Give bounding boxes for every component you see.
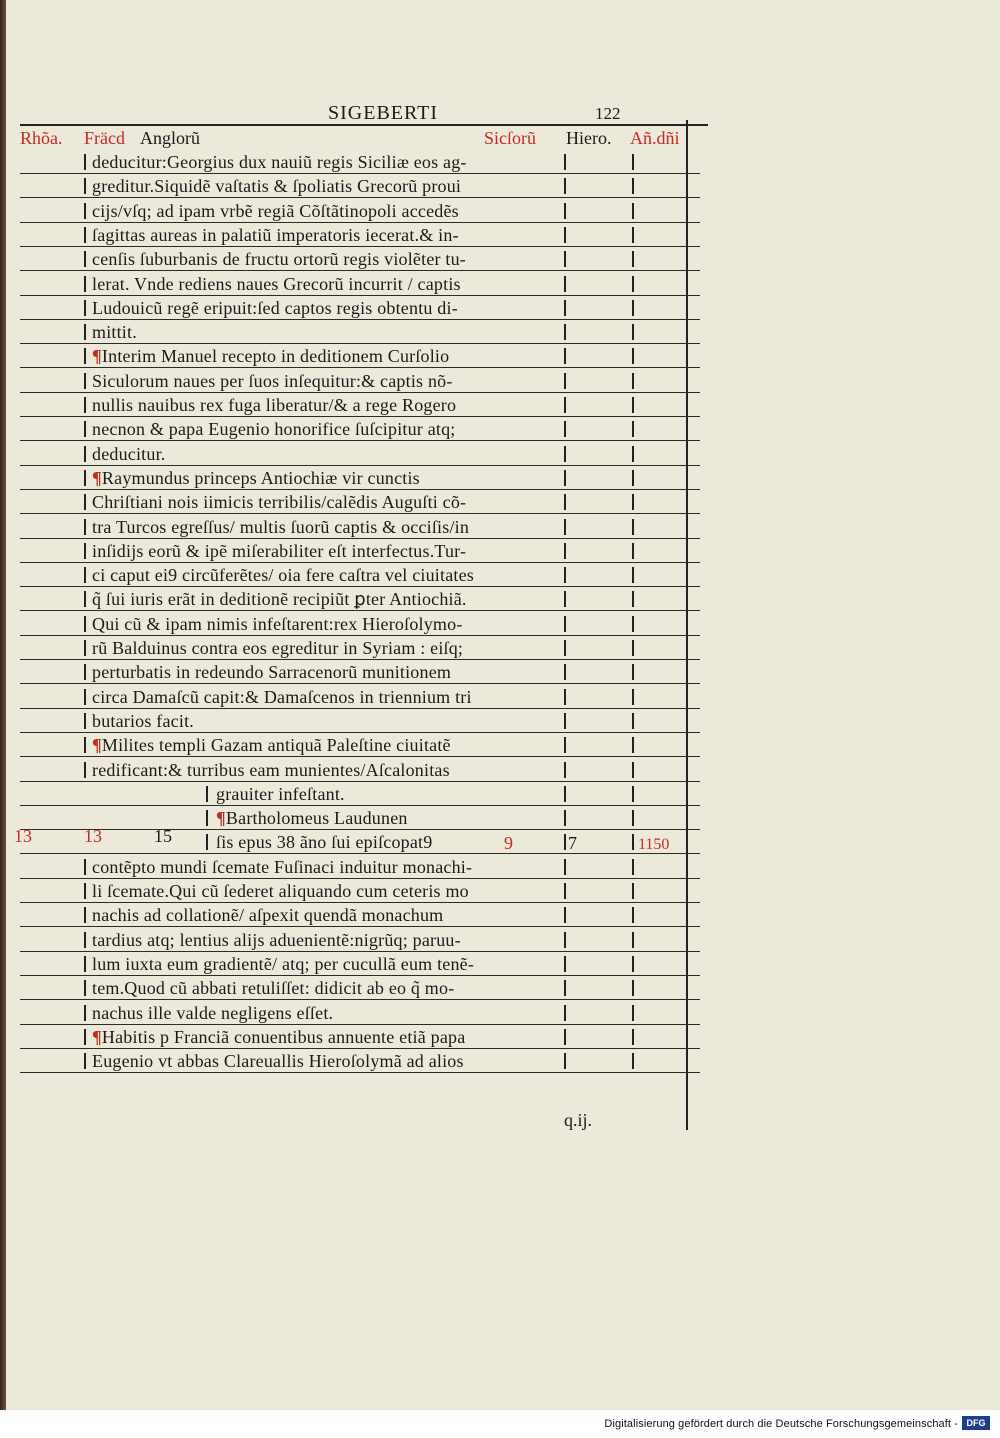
column-divider [632,834,634,850]
column-divider [564,567,566,583]
column-head-anglor: Anglorũ [140,128,200,148]
line-text: ſagittas aureas in palatiũ imperatoris iecerat.& in- [92,224,459,245]
line-text: tra Turcos egreſſus/ multis ſuorũ captis & occiſis/in [92,516,470,537]
text-line [92,735,451,756]
line-text: necnon & papa Eugenio honorifice ſuſcipitur atq; [92,419,456,440]
line-text: Bartholomeus Laudunen [225,808,408,829]
column-divider [84,980,86,996]
column-divider [632,373,634,389]
line-text: li ſcemate.Qui cũ ſederet aliquando cum ceteris mo [92,881,469,901]
text-row [20,685,700,709]
line-text: butarios facit. [92,710,194,731]
number-sicor: 9 [504,833,513,853]
column-head-sicor: Sicſorũ [484,128,536,148]
text-line [92,225,459,246]
line-text: lum iuxta eum gradientẽ/ atq; per cucullã eum tenẽ- [92,953,475,974]
text-line [92,954,474,975]
line-text: mittit. [92,322,137,343]
column-divider [632,446,634,462]
column-divider [632,324,634,340]
column-divider [84,324,86,340]
column-divider [564,421,566,437]
column-divider [84,227,86,243]
column-divider [632,276,634,292]
line-text: ſis epus 38 ãno ſui epiſcopat9 [216,832,433,853]
text-line [92,395,456,416]
text-row [20,296,700,320]
column-divider [632,543,634,559]
line-text: contẽpto mundi ſcemate Fuſinaci induitur monachi- [92,856,473,877]
text-row [20,563,700,587]
column-divider [84,1005,86,1021]
column-divider [564,519,566,535]
column-divider [632,397,634,413]
column-divider [84,859,86,875]
text-line [92,444,165,465]
folio-number: 122 [595,104,621,123]
dfg-logo: DFG [962,1416,990,1430]
text-row [20,393,700,417]
text-line [92,711,194,732]
column-divider [84,591,86,607]
line-text: nullis nauibus rex fuga liberatur/& a rege Rogero [92,395,457,415]
text-line [92,662,451,683]
column-divider [632,932,634,948]
text-row [20,417,700,441]
line-text: rũ Balduinus contra eos egreditur in Syriam : eiſq; [92,638,464,658]
column-divider [564,762,566,778]
text-line [92,978,454,999]
column-divider [632,1029,634,1045]
column-divider [84,956,86,972]
line-text: nachis ad collationẽ/ aſpexit quendã monachum [92,905,444,926]
text-line [92,492,466,513]
column-divider [632,519,634,535]
column-divider [632,300,634,316]
text-row [20,952,700,976]
column-divider [564,713,566,729]
column-divider [632,786,634,802]
line-text: Raymundus princeps Antiochiæ vir cunctis [101,467,420,488]
text-row [20,174,700,198]
text-row [20,928,700,952]
line-text: lerat. Vnde rediens naues Grecorũ incurrit / captis [92,273,461,294]
column-divider [84,154,86,170]
number-anni: 1150 [638,836,670,853]
text-line [92,419,456,440]
column-divider [84,543,86,559]
line-text: Habitis p Franciã conuentibus annuente etiã papa [101,1026,466,1047]
text-row [20,344,700,368]
text-line [92,346,449,367]
line-text: Interim Manuel recepto in deditionem Curſolio [101,346,450,367]
text-row [20,223,700,247]
number-rhoa: 13 [14,826,32,846]
column-divider [632,421,634,437]
text-row [20,247,700,271]
column-divider [632,640,634,656]
column-divider [632,1053,634,1069]
column-divider [564,227,566,243]
column-divider [632,494,634,510]
column-divider [632,883,634,899]
line-text: greditur.Siquidẽ vaſtatis & ſpoliatis Grecorũ proui [92,176,462,197]
column-divider [564,883,566,899]
line-text: nachus ille valde negligens eſſet. [92,1002,334,1023]
column-divider [84,446,86,462]
text-line [92,614,463,635]
book-page [6,0,1000,1410]
column-divider [564,932,566,948]
column-head-hiero: Hiero. [566,128,612,148]
column-divider [84,421,86,437]
column-divider [564,664,566,680]
column-divider [632,1005,634,1021]
text-row [20,709,700,733]
column-divider [84,470,86,486]
column-divider [564,373,566,389]
line-text: grauiter infeſtant. [216,783,345,804]
signature-mark: q.ij. [564,1110,593,1130]
line-text: Ludouicũ regẽ eripuit:ſed captos regis obtentu di- [92,297,458,318]
column-divider [206,810,208,826]
column-divider [84,932,86,948]
column-divider [632,567,634,583]
line-text: Chriſtiani nois iimicis terribilis/calẽdis Auguſti cõ- [92,492,467,513]
running-title: SIGEBERTI [328,102,439,124]
digitization-footer [0,1410,1000,1438]
column-divider [632,348,634,364]
footer-credit: Digitalisierung gefördert durch die Deutsche Forschungsgemeinschaft - [604,1418,958,1430]
pilcrow-mark: ¶ [92,467,102,488]
text-line [92,176,461,197]
column-divider [564,1053,566,1069]
line-text: perturbatis in redeundo Sarracenorũ munitionem [92,662,452,683]
column-head-rhoa: Rhõa. [20,128,63,148]
text-line [216,784,345,805]
column-divider [84,1029,86,1045]
text-row [20,879,700,903]
number-hiero: 7 [568,833,577,853]
column-divider [632,762,634,778]
text-row [20,515,700,539]
pilcrow-mark: ¶ [216,808,226,829]
line-text: Milites templi Gazam antiquã Paleſtine ciuitatẽ [101,735,451,756]
column-divider [632,154,634,170]
column-divider [632,980,634,996]
text-row [20,855,700,879]
column-divider [632,859,634,875]
column-divider [632,737,634,753]
text-row [20,733,700,757]
column-divider [84,664,86,680]
text-row [20,1049,700,1073]
column-divider [632,591,634,607]
text-row [20,442,700,466]
column-divider [632,251,634,267]
text-line [92,589,467,610]
column-divider [84,1053,86,1069]
column-divider [84,251,86,267]
column-divider [84,737,86,753]
line-text: Qui cũ & ipam nimis infeſtarent:rex Hieroſolymo- [92,613,463,634]
column-divider [564,178,566,194]
column-divider [564,640,566,656]
column-divider [564,324,566,340]
column-head-franc: Fräcd [84,128,125,148]
column-divider [632,907,634,923]
line-text: q̃ ſui iuris erãt in deditionẽ recipiũt ꝑter Antiochiã. [92,589,467,610]
column-divider [564,251,566,267]
line-text: tem.Quod cũ abbati retuliſſet: didicit ab eo q̃ mo- [92,978,455,999]
text-line [92,905,443,926]
column-divider [564,591,566,607]
column-divider [84,616,86,632]
text-line [92,1051,464,1072]
text-row [20,758,700,782]
column-divider [84,762,86,778]
text-row [20,587,700,611]
text-line [92,201,459,222]
column-divider [564,1029,566,1045]
column-divider [206,834,208,850]
text-line [92,298,458,319]
column-divider [84,373,86,389]
text-line [92,565,474,586]
text-row [20,660,700,684]
column-divider [564,446,566,462]
text-row [20,612,700,636]
text-row [20,1025,700,1049]
column-divider [632,203,634,219]
line-text: Eugenio vt abbas Clareuallis Hieroſolymã ad alios [92,1051,464,1072]
column-divider [564,834,566,850]
column-divider [564,689,566,705]
column-divider [84,494,86,510]
text-line [92,638,463,659]
text-row [20,199,700,223]
number-franc: 13 [84,826,102,846]
column-divider [632,664,634,680]
column-divider [564,348,566,364]
column-divider [84,567,86,583]
pilcrow-mark: ¶ [92,346,102,367]
line-text: cenſis ſuburbanis de fructu ortorũ regis violẽter tu- [92,249,466,270]
column-divider [564,956,566,972]
text-line [92,541,466,562]
column-divider [564,543,566,559]
column-divider [564,616,566,632]
header-rule [20,124,708,126]
row-rule [20,1072,700,1073]
text-line [92,468,420,489]
column-head-anni: Añ.dñi [630,128,680,148]
column-divider [84,300,86,316]
text-line [92,249,466,270]
column-divider [206,786,208,802]
column-divider [632,227,634,243]
column-divider [564,1005,566,1021]
column-divider [84,397,86,413]
text-line [92,687,472,708]
pilcrow-mark: ¶ [92,735,102,756]
text-line [92,857,472,878]
number-anglor: 15 [154,826,172,846]
column-divider [84,907,86,923]
column-divider [564,203,566,219]
column-divider [564,907,566,923]
text-line [92,760,450,781]
line-text: inſidijs eorũ & ipẽ miſerabiliter eſt interfectus.Tur- [92,540,467,561]
text-line [92,881,469,902]
column-divider [564,470,566,486]
text-row [20,369,700,393]
text-line [216,832,432,853]
column-divider [564,276,566,292]
column-divider [84,276,86,292]
column-divider [564,154,566,170]
text-row [20,903,700,927]
column-divider [84,178,86,194]
text-row [20,150,700,174]
text-row [20,320,700,344]
column-divider [564,810,566,826]
column-divider [84,883,86,899]
column-divider [632,470,634,486]
column-divider [84,689,86,705]
text-row [20,830,700,854]
text-line [92,322,137,343]
column-divider [564,980,566,996]
line-text: tardius atq; lentius alijs aduenientẽ:nigrũq; paruu- [92,929,461,950]
line-text: deducitur:Georgius dux nauiũ regis Siciliæ eos ag- [92,152,467,172]
column-divider [84,519,86,535]
line-text: circa Damaſcũ capit:& Damaſcenos in triennium tri [92,686,472,707]
line-text: deducitur. [92,443,166,464]
text-line [92,1027,465,1048]
text-row [20,539,700,563]
column-divider [84,203,86,219]
column-divider [632,616,634,632]
line-text: redificant:& turribus eam munientes/Aſcalonitas [92,759,450,780]
text-row [20,782,700,806]
column-divider [564,859,566,875]
pilcrow-mark: ¶ [92,1026,102,1047]
column-divider [632,713,634,729]
text-line [92,930,461,951]
text-line [92,274,461,295]
line-text: Siculorum naues per ſuos inſequitur:& captis nõ- [92,370,453,391]
column-divider [632,178,634,194]
text-row [20,976,700,1000]
column-divider [564,786,566,802]
column-divider [632,956,634,972]
text-row [20,1001,700,1025]
text-row [20,466,700,490]
text-line [92,1003,333,1024]
column-divider [632,689,634,705]
column-divider [632,810,634,826]
text-line [92,371,453,392]
column-divider [564,397,566,413]
line-text: cijs/vſq; ad ipam vrbẽ regiã Cõſtãtinopoli accedẽs [92,200,459,221]
text-row [20,636,700,660]
text-row [20,806,700,830]
column-divider [564,300,566,316]
text-line [92,152,467,173]
column-divider [564,737,566,753]
column-divider [84,348,86,364]
text-line [92,517,469,538]
text-line [216,808,408,829]
text-row [20,272,700,296]
text-row [20,490,700,514]
column-divider [564,494,566,510]
column-divider [84,640,86,656]
line-text: ci caput ei9 circũferẽtes/ oia fere caſtra vel ciuitates [92,565,474,586]
column-divider [84,713,86,729]
